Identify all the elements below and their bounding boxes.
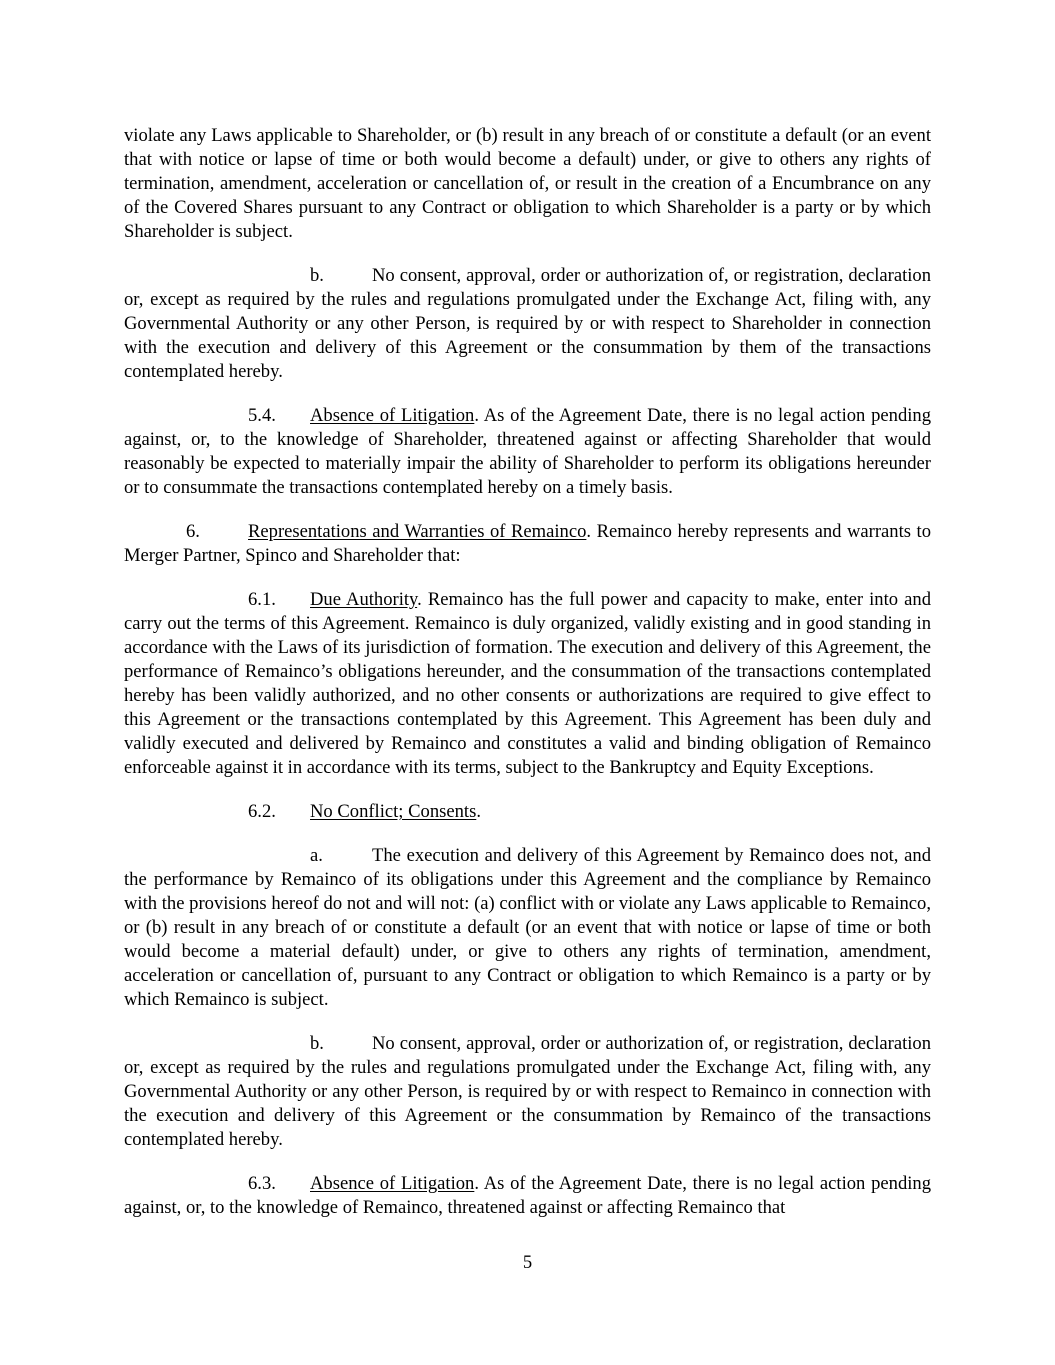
paragraph-text: The execution and delivery of this Agreement by Remainco does not, and the performance by Remainco of its obligations under this Agreement and the compliance by Remainco with the provisions hereof do not and will not: (a) conflict with or violate any Laws applicable to Remainco, or (b) result in any breach of or constitute a default (or an event that with notice or lapse of time or both would become a material default) under, or give to others any rights of termination, amendment, acceleration or cancellation of, pursuant to any Contract or obligation to which Remainco is a party or by which Remainco is subject. <box>124 845 931 1010</box>
paragraph-6-2-b <box>124 1032 931 1152</box>
paragraph-number: a. <box>310 845 323 866</box>
paragraph-text: . As of the Agreement Date, there is no legal action pending against, or, to the knowledge of Shareholder, threatened against or affecting Shareholder that would reasonably be expected to materially impair the ability of Shareholder to perform its obligations hereunder or to consummate the transactions contemplated hereby on a timely basis. <box>124 405 931 498</box>
paragraph-number: 6.2. <box>248 801 276 822</box>
paragraph-6-2 <box>124 800 931 824</box>
paragraph-text: . Remainco hereby represents and warrants to Merger Partner, Spinco and Shareholder that: <box>124 521 931 566</box>
paragraph-text: No consent, approval, order or authorization of, or registration, declaration or, except as required by the rules and regulations promulgated under the Exchange Act, filing with, any Governmental Authority or any other Person, is required by or with respect to Remainco in connection with the execution and delivery of this Agreement or the consummation by Remainco of the transactions contemplated hereby. <box>124 1033 931 1150</box>
section-heading: No Conflict; Consents <box>310 801 477 822</box>
paragraph-text: violate any Laws applicable to Shareholder, or (b) result in any breach of or constitute a default (or an event that with notice or lapse of time or both would become a default) under, or give to others any rights of termination, amendment, acceleration or cancellation of, or result in the creation of a Encumbrance on any of the Covered Shares pursuant to any Contract or obligation to which Shareholder is a party or by which Shareholder is subject. <box>124 125 931 242</box>
paragraph-text: . Remainco has the full power and capacity to make, enter into and carry out the terms of this Agreement. Remainco is duly organized, validly existing and in good standing in accordance with the Laws of its jurisdiction of formation. The execution and delivery of this Agreement, the performance of Remainco’s obligations hereunder, and the consummation of the transactions contemplated hereby has been validly authorized, and no other consents or authorizations are required to give effect to this Agreement or the transactions contemplated by this Agreement. This Agreement has been duly and validly executed and delivered by Remainco and constitutes a valid and binding obligation of Remainco enforceable against it in accordance with its terms, subject to the Bankruptcy and Equity Exceptions. <box>124 589 931 778</box>
section-heading: Representations and Warranties of Remainco <box>248 521 587 542</box>
paragraph-6-1 <box>124 588 931 780</box>
paragraph-text: . <box>476 801 481 822</box>
document-body <box>124 124 931 1220</box>
paragraph-text: No consent, approval, order or authorization of, or registration, declaration or, except as required by the rules and regulations promulgated under the Exchange Act, filing with, any Governmental Authority or any other Person, is required by or with respect to Shareholder in connection with the execution and delivery of this Agreement or the consummation by them of the transactions contemplated hereby. <box>124 265 931 382</box>
paragraph-number: 6.3. <box>248 1173 276 1194</box>
paragraph-6-3 <box>124 1172 931 1220</box>
paragraph-6 <box>124 520 931 568</box>
paragraph-number: 6. <box>186 521 200 542</box>
paragraph-5-3-b <box>124 264 931 384</box>
section-heading: Absence of Litigation <box>310 405 475 426</box>
paragraph-number: 6.1. <box>248 589 276 610</box>
paragraph-continuation <box>124 124 931 244</box>
paragraph-number: b. <box>310 265 324 286</box>
paragraph-number: 5.4. <box>248 405 276 426</box>
paragraph-6-2-a <box>124 844 931 1012</box>
paragraph-text: . As of the Agreement Date, there is no legal action pending against, or, to the knowledge of Remainco, threatened against or affecting Remainco that <box>124 1173 931 1218</box>
section-heading: Due Authority <box>310 589 418 610</box>
paragraph-5-4 <box>124 404 931 500</box>
section-heading: Absence of Litigation <box>310 1173 475 1194</box>
paragraph-number: b. <box>310 1033 324 1054</box>
page-number: 5 <box>522 1252 533 1273</box>
